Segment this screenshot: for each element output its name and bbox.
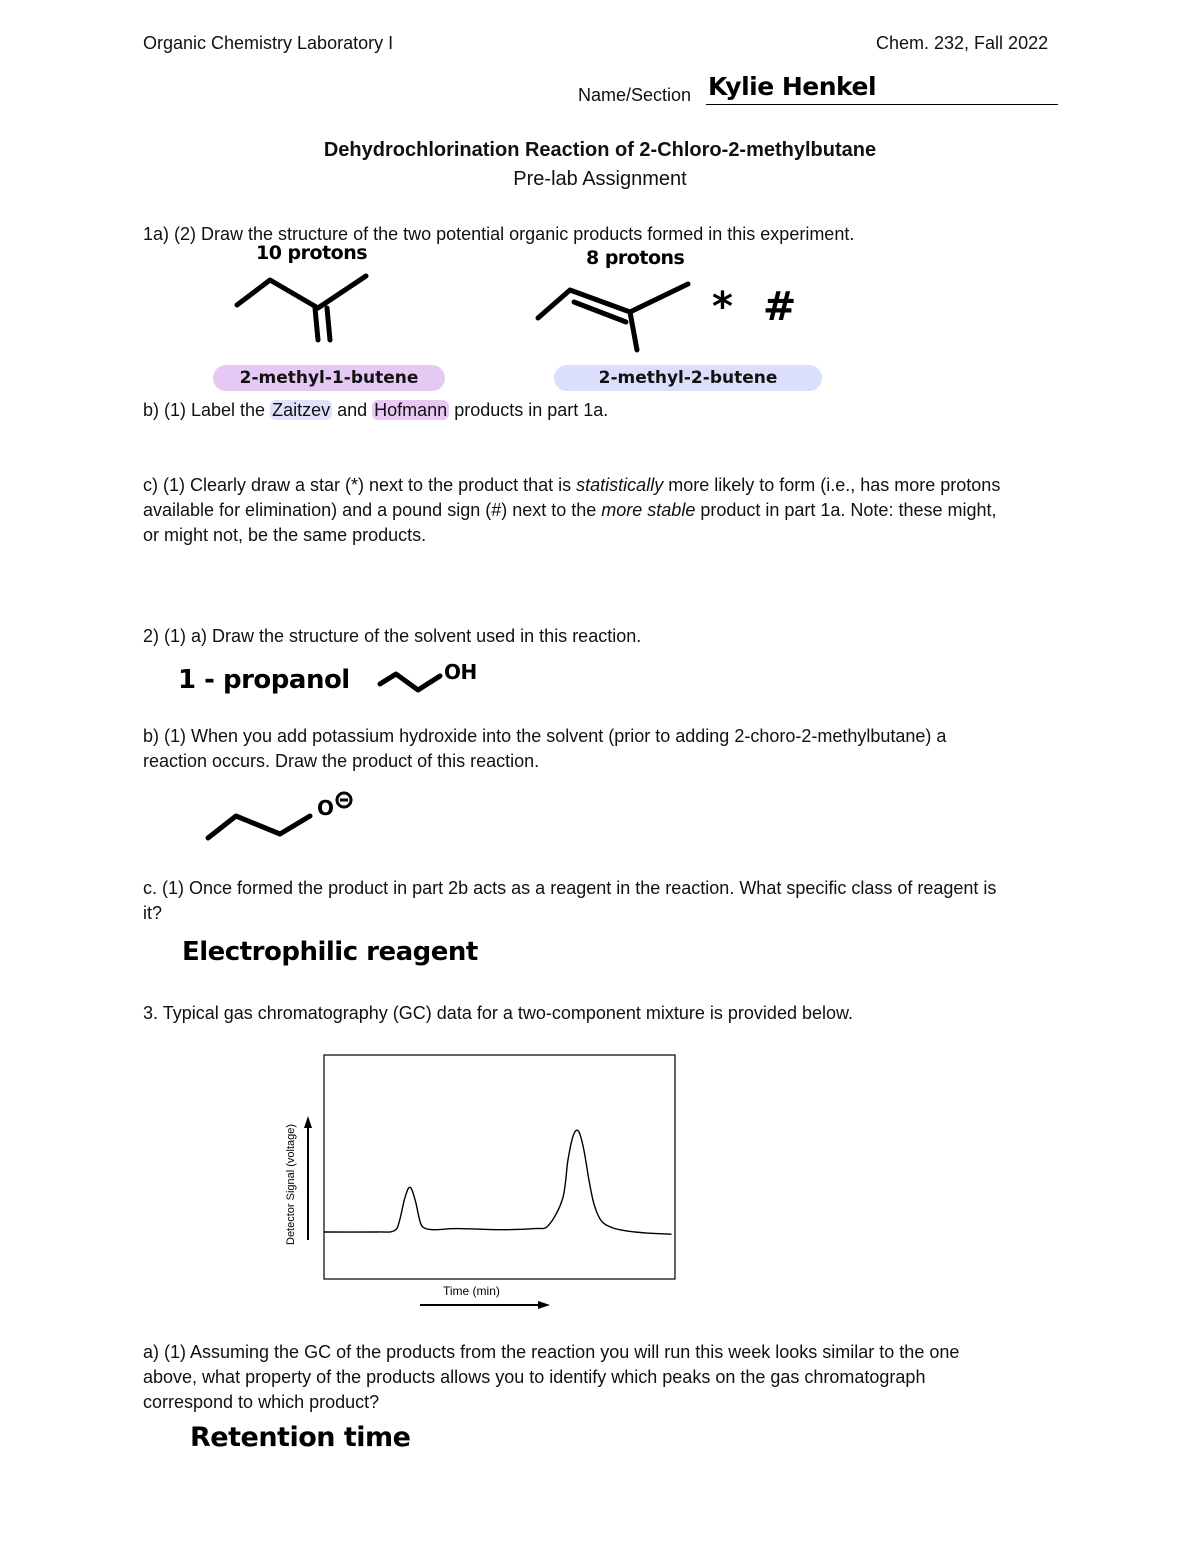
structure-2-methyl-2-butene (530, 278, 700, 358)
question-1a: 1a) (2) Draw the structure of the two potential organic products formed in this experiment. (143, 224, 855, 244)
gc-chromatogram (280, 1050, 700, 1315)
gc-trace-line (324, 1130, 672, 1234)
question-2c (143, 876, 1073, 926)
hofmann-term: Hofmann (374, 400, 448, 420)
x-axis-arrowhead (538, 1301, 550, 1309)
student-name: Kylie Henkel (708, 72, 877, 101)
question-2b (143, 724, 1073, 774)
q1b-suffix: products in part 1a. (449, 400, 609, 420)
y-axis-label: Detector Signal (voltage) (285, 1123, 297, 1245)
answer-2c: Electrophilic reagent (182, 937, 478, 967)
header-course: Organic Chemistry Laboratory I (143, 33, 394, 53)
q1c-line2a: available for elimination) and a pound sign (#) next to the (143, 500, 602, 520)
q3a-line3: correspond to which product? (143, 1392, 380, 1412)
q1b-and: and (332, 400, 373, 420)
q3a-line2: above, what property of the products allows you to identify which peaks on the gas chromatograph (143, 1367, 926, 1387)
right-proton-note: 8 protons (586, 247, 685, 269)
q3a-line1: a) (1) Assuming the GC of the products from the reaction you will run this week looks similar to the one (143, 1342, 960, 1362)
name-section-label: Name/Section (578, 85, 692, 105)
q1b-prefix: b) (1) Label the (143, 400, 271, 420)
q2c-line2: it? (143, 903, 163, 923)
structure-2-methyl-1-butene (230, 268, 375, 348)
question-1c (143, 473, 1073, 548)
label-right-product: 2-methyl-2-butene (554, 365, 822, 391)
oh-label: OH (444, 660, 477, 684)
q1c-em2: more stable (601, 500, 696, 520)
q1c-line1a: c) (1) Clearly draw a star (*) next to the product that is (143, 475, 577, 495)
label-left-product: 2-methyl-1-butene (213, 365, 445, 391)
q2c-line1: c. (1) Once formed the product in part 2b acts as a reagent in the reaction. What specific class of reagent is (143, 878, 997, 898)
question-3: 3. Typical gas chromatography (GC) data for a two-component mixture is provided below. (143, 1003, 854, 1023)
answer-2a: 1 - propanol (178, 665, 350, 695)
q1c-line1b: more likely to form (i.e., has more protons (663, 475, 1001, 495)
page-subtitle: Pre-lab Assignment (513, 168, 687, 190)
q1c-line2b: product in part 1a. Note: these might, (695, 500, 997, 520)
structure-propoxide (200, 800, 360, 850)
left-proton-note: 10 protons (256, 242, 368, 264)
question-2a: 2) (1) a) Draw the structure of the solvent used in this reaction. (143, 626, 642, 646)
q2b-line1: b) (1) When you add potassium hydroxide into the solvent (prior to adding 2-choro-2-methylbutane) a (143, 726, 947, 746)
star-pound-marks: * # (712, 284, 805, 330)
page-title: Dehydrochlorination Reaction of 2-Chloro-2-methylbutane (323, 139, 877, 161)
question-1b (143, 398, 608, 423)
q2b-line2: reaction occurs. Draw the product of this reaction. (143, 751, 540, 771)
question-3a (143, 1340, 1073, 1415)
plot-frame (324, 1055, 675, 1279)
structure-propanol (376, 668, 446, 698)
q1c-line3: or might not, be the same products. (143, 525, 427, 545)
x-axis-label: Time (min) (443, 1284, 500, 1298)
q1c-em1: statistically (576, 475, 664, 495)
name-field[interactable] (706, 72, 1058, 105)
zaitzev-term: Zaitzev (272, 400, 331, 420)
series-gc-trace (324, 1130, 672, 1234)
header-term: Chem. 232, Fall 2022 (876, 33, 1049, 53)
y-axis-arrowhead (304, 1116, 312, 1128)
answer-3a: Retention time (190, 1422, 411, 1453)
o-minus-label: O (317, 796, 334, 820)
